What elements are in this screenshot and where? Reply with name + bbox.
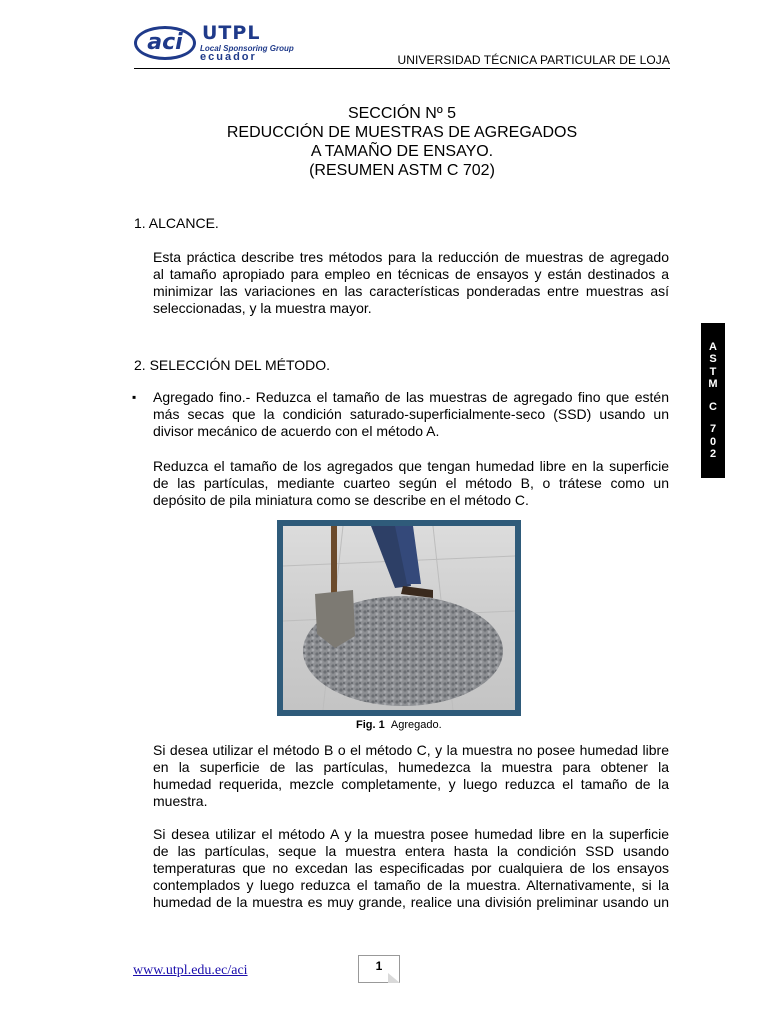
paragraph-line: muestra.: [153, 793, 208, 809]
figure-caption: [356, 719, 442, 731]
aggregate-photo: [283, 526, 515, 710]
logo-brand: UTPL: [202, 22, 261, 44]
paragraph-line: Esta práctica describe tres métodos para la reducción de muestras de agregado: [153, 249, 669, 265]
logo-subtitle: Local Sponsoring Group: [200, 44, 294, 53]
page-fold-icon: [388, 973, 400, 983]
section-title: [134, 104, 670, 180]
paragraph-metodo-a: [153, 826, 669, 911]
title-line: REDUCCIÓN DE MUESTRAS DE AGREGADOS: [226, 124, 578, 141]
side-tab-letter: C: [709, 400, 717, 413]
figure-caption-text: Agregado.: [390, 719, 442, 731]
aci-utpl-logo: [134, 22, 294, 66]
title-line: (RESUMEN ASTM C 702): [309, 162, 495, 179]
paragraph-line: Reduzca el tamaño de los agregados que tengan humedad libre en la superficie: [153, 458, 669, 474]
page-number: 1: [375, 959, 383, 973]
header-divider: [134, 68, 670, 69]
paragraph-humedad-libre: [153, 458, 669, 509]
side-tab-letter: 7: [709, 423, 717, 435]
side-tab-letter: 2: [709, 448, 717, 460]
figure-label: Fig. 1: [356, 719, 385, 731]
paragraph-line: [153, 389, 669, 406]
paragraph-line: Si desea utilizar el método A y la muestra posee humedad libre en la superficie: [153, 826, 669, 842]
footer-website-link[interactable]: www.utpl.edu.ec/aci: [133, 963, 248, 978]
paragraph-line: minimizar las variaciones en las características ponderadas entre muestras así: [153, 283, 669, 299]
paragraph-line: en la superficie de las partículas, humedezca la muestra para obtener la: [153, 759, 669, 775]
paragraph-line: más secas que la condición saturado-superficialmente-seco (SSD) usando un: [153, 406, 669, 422]
university-name: UNIVERSIDAD TÉCNICA PARTICULAR DE LOJA: [397, 53, 670, 67]
bullet-term: Agregado fino.-: [153, 389, 251, 405]
heading-alcance: 1. ALCANCE.: [134, 215, 219, 231]
paragraph-line: de las partículas, seque la muestra entera hasta la condición SSD usando: [153, 843, 669, 859]
astm-side-tab: [701, 323, 725, 478]
paragraph-alcance: [153, 249, 669, 317]
figure-aggregate-photo: [277, 520, 521, 716]
paragraph-line: seleccionadas, y la muestra mayor.: [153, 300, 372, 316]
paragraph-line: depósito de pila miniatura como se describe en el método C.: [153, 492, 529, 508]
side-tab-letter: A: [709, 340, 717, 353]
logo-aci-mark: aci: [134, 26, 196, 60]
paragraph-line: divisor mecánico de acuerdo con el método A.: [153, 423, 440, 439]
paragraph-metodo-b-c: [153, 742, 669, 810]
paragraph-line: humedad requerida, mezcle completamente, y luego reduzca el tamaño de la: [153, 776, 669, 792]
paragraph-line: al tamaño apropiado para empleo en técnicas de ensayos y están destinados a: [153, 266, 669, 282]
title-line: A TAMAÑO DE ENSAYO.: [310, 143, 494, 160]
title-line: SECCIÓN Nº 5: [347, 105, 457, 122]
logo-country: ecuador: [200, 51, 257, 63]
paragraph-line: humedad de la muestra es muy grande, realice una división preliminar usando un: [153, 894, 669, 910]
paragraph-line: de las partículas, mediante cuarteo según el método B, o trátese como un: [153, 475, 669, 491]
bullet-text: Reduzca el tamaño de las muestras de agregado fino que estén: [250, 389, 670, 405]
side-tab-letter: M: [708, 378, 718, 390]
side-tab-letter: S: [709, 353, 717, 365]
side-tab-letter: 0: [709, 435, 717, 448]
side-tab-letter: T: [709, 365, 717, 378]
paragraph-agregado-fino: [153, 389, 669, 440]
bullet-icon: ▪: [132, 390, 137, 404]
paragraph-line: contemplados y luego reduzca el tamaño de la muestra. Alternativamente, si la: [153, 877, 669, 893]
heading-seleccion: 2. SELECCIÓN DEL MÉTODO.: [134, 357, 331, 373]
aggregate-illustration: [283, 526, 515, 710]
paragraph-line: temperaturas que no excedan las especificadas por cualquiera de los ensayos: [153, 860, 669, 876]
paragraph-line: Si desea utilizar el método B o el método C, y la muestra no posee humedad libre: [153, 742, 669, 758]
page-number-box: [358, 955, 400, 983]
